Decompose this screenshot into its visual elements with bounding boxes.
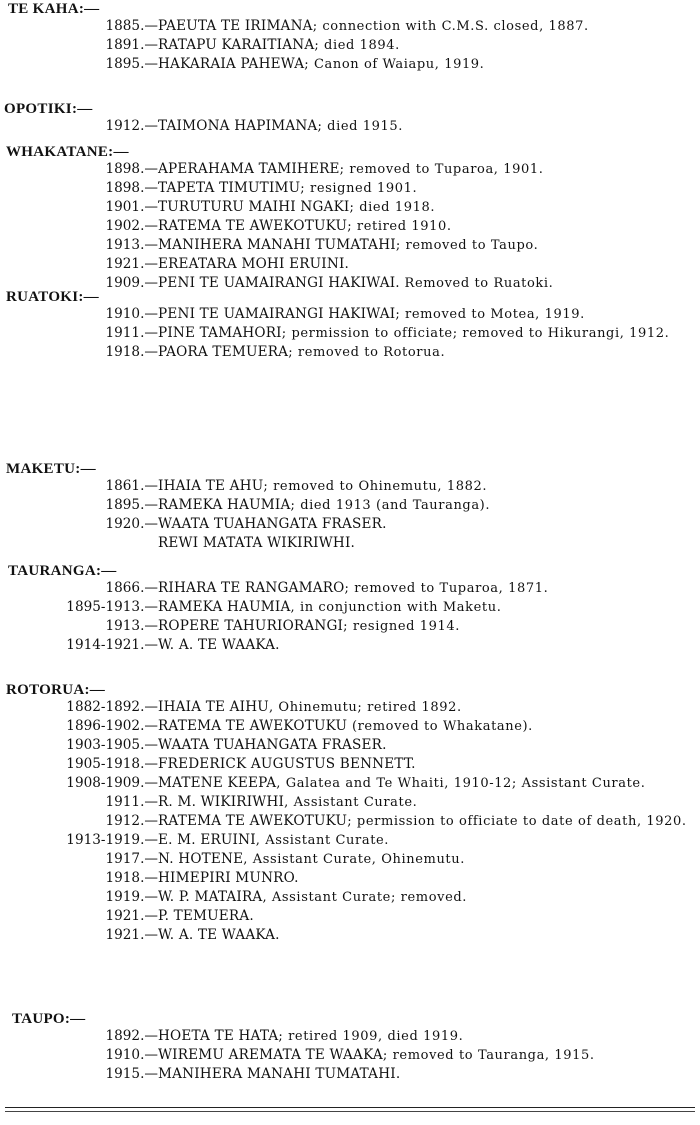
entry-name: TAIMONA HAPIMANA [158, 118, 318, 134]
parish-heading: TAUPO:— [12, 1011, 86, 1027]
entry-date: 1910.— [105, 306, 158, 322]
clergy-entry [0, 908, 700, 925]
entry-note: ; resigned 1914. [343, 619, 461, 634]
entry-note: , Assistant Curate, Ohinemutu. [243, 852, 465, 867]
entry-name: RATEMA TE AWEKOTUKU [158, 218, 348, 234]
entry-note: , Assistant Curate. [255, 833, 390, 848]
parish-section [0, 562, 700, 654]
entry-note: ; connection with C.M.S. closed, 1887. [312, 19, 589, 34]
clergy-entry [0, 599, 700, 616]
entry-date: 1895-1913.— [66, 599, 158, 615]
entry-name: RATAPU KARAITIANA [158, 37, 315, 53]
entry-date: 1914-1921.— [66, 637, 158, 653]
entry-name: PENI TE UAMAIRANGI HAKIWAI [158, 306, 396, 322]
entry-date: 1895.— [105, 497, 158, 513]
clergy-entry [0, 344, 700, 361]
parish-heading: RUATOKI:— [6, 289, 99, 305]
entry-name: W. A. TE WAAKA. [158, 637, 280, 653]
entry-note: , in conjunction with Maketu. [290, 600, 502, 615]
clergy-entry [0, 794, 700, 811]
entry-name: TAPETA TIMUTIMU [158, 180, 301, 196]
entry-name: FREDERICK AUGUSTUS BENNETT. [158, 756, 416, 772]
entry-note: ; removed to Tuparoa, 1901. [339, 162, 544, 177]
rule-line-top [5, 1107, 695, 1108]
entry-note: , Assistant Curate; removed. [262, 890, 468, 905]
entry-name: PAEUTA TE IRIMANA [158, 18, 313, 34]
entry-note: Removed to Ruatoki. [399, 276, 554, 291]
entry-name: MATENE KEEPA [158, 775, 277, 791]
entry-date: 1913.— [105, 618, 158, 634]
entry-note: ; removed to Tauranga, 1915. [382, 1048, 595, 1063]
clergy-entry [0, 699, 700, 716]
parish-heading: MAKETU:— [6, 461, 96, 477]
clergy-entry [0, 851, 700, 868]
rule-line-bottom [5, 1111, 695, 1112]
entry-note: ; died 1918. [349, 200, 436, 215]
entry-name: W. A. TE WAAKA. [158, 927, 280, 943]
clergy-entry [0, 580, 700, 597]
entry-date: 1901.— [105, 199, 158, 215]
entry-name: HOETA TE HATA [158, 1028, 279, 1044]
entry-name: RIHARA TE RANGAMARO [158, 580, 345, 596]
entry-name: HIMEPIRI MUNRO. [158, 870, 299, 886]
entry-name: MANIHERA MANAHI TUMATAHI [158, 237, 396, 253]
entry-date: 1898.— [105, 180, 158, 196]
entry-date: 1911.— [105, 794, 158, 810]
entry-date: 1895.— [105, 56, 158, 72]
entry-note: ; permission to officiate to date of death, 1920. [347, 814, 687, 829]
page-rule [5, 1107, 695, 1112]
entry-date: 1920.— [105, 516, 158, 532]
clergy-entry [0, 306, 700, 323]
parish-section [0, 681, 700, 944]
entry-date: 1912.— [105, 813, 158, 829]
entry-note: ; retired 1909, died 1919. [278, 1029, 464, 1044]
entry-date: 1910.— [105, 1047, 158, 1063]
entry-date: 1917.— [105, 851, 158, 867]
clergy-entry [0, 516, 700, 533]
clergy-entry [0, 535, 700, 552]
clergy-entry [0, 832, 700, 849]
entry-date: 1915.— [105, 1066, 158, 1082]
entry-date: 1866.— [105, 580, 158, 596]
entry-name: WIREMU AREMATA TE WAAKA [158, 1047, 383, 1063]
parish-section [0, 460, 700, 552]
parish-heading: ROTORUA:— [6, 682, 106, 698]
parish-section [0, 143, 700, 292]
entry-note: , Assistant Curate. [284, 795, 418, 810]
entry-note: , Galatea and Te Whaiti, 1910-12; Assistant Curate. [276, 776, 646, 791]
entry-note: ; died 1894. [314, 38, 400, 53]
entry-date: 1921.— [105, 927, 158, 943]
entry-name: RAMEKA HAUMIA [158, 497, 291, 513]
entry-name: HAKARAIA PAHEWA [158, 56, 305, 72]
entry-date: 1921.— [105, 256, 158, 272]
clergy-entry [0, 927, 700, 944]
clergy-entry [0, 870, 700, 887]
clergy-entry [0, 775, 700, 792]
clergy-entry [0, 813, 700, 830]
parish-heading: TAURANGA:— [8, 563, 117, 579]
entry-date: 1891.— [105, 37, 158, 53]
entry-name: PINE TAMAHORI [158, 325, 282, 341]
entry-note: ; removed to Rotorua. [288, 345, 446, 360]
entry-note: ; removed to Tuparoa, 1871. [344, 581, 549, 596]
clergy-entry [0, 37, 700, 54]
entry-date: 1903-1905.— [66, 737, 158, 753]
entry-note: ; removed to Taupo. [395, 238, 539, 253]
entry-date: 1918.— [105, 344, 158, 360]
entry-name: RATEMA TE AWEKOTUKU [158, 718, 348, 734]
clergy-entry [0, 1066, 700, 1083]
entry-note: ; resigned 1901. [300, 181, 418, 196]
entry-note: ; died 1913 (and Tauranga). [290, 498, 491, 513]
entry-note: ; removed to Motea, 1919. [395, 307, 585, 322]
entry-name: ROPERE TAHURIORANGI [158, 618, 344, 634]
entry-name: APERAHAMA TAMIHERE [158, 161, 340, 177]
entry-name: N. HOTENE [158, 851, 244, 867]
entry-date: 1909.— [105, 275, 158, 291]
entry-name: MANIHERA MANAHI TUMATAHI. [158, 1066, 401, 1082]
entry-name: E. M. ERUINI [158, 832, 256, 848]
entry-date: 1913.— [105, 237, 158, 253]
clergy-entry [0, 478, 700, 495]
entry-date: 1918.— [105, 870, 158, 886]
clergy-entry [0, 237, 700, 254]
entry-name: RATEMA TE AWEKOTUKU [158, 813, 348, 829]
entry-name: W. P. MATAIRA [158, 889, 263, 905]
entry-name: EREATARA MOHI ERUINI. [158, 256, 350, 272]
clergy-entry [0, 118, 700, 135]
entry-name: P. TEMUERA. [158, 908, 254, 924]
clergy-entry [0, 18, 700, 35]
clergy-entry [0, 218, 700, 235]
entry-date: 1912.— [105, 118, 158, 134]
entry-note: , Ohinemutu; retired 1892. [268, 700, 462, 715]
entry-date: 1913-1919.— [66, 832, 158, 848]
parish-heading: TE KAHA:— [8, 1, 100, 17]
entry-name: REWI MATATA WIKIRIWHI. [158, 535, 356, 551]
clergy-entry [0, 161, 700, 178]
clergy-entry [0, 497, 700, 514]
parish-section [0, 100, 700, 135]
clergy-entry [0, 180, 700, 197]
entry-name: IHAIA TE AHU [158, 478, 264, 494]
entry-date: 1911.— [105, 325, 158, 341]
clergy-entry [0, 618, 700, 635]
clergy-entry [0, 756, 700, 773]
entry-note: ; retired 1910. [347, 219, 452, 234]
clergy-entry [0, 325, 700, 342]
entry-date: 1896-1902.— [66, 718, 158, 734]
entry-note: (removed to Whakatane). [347, 719, 533, 734]
parish-section [0, 0, 700, 73]
clergy-entry [0, 199, 700, 216]
entry-date: 1861.— [105, 478, 158, 494]
entry-date: 1919.— [105, 889, 158, 905]
entry-date: 1885.— [105, 18, 158, 34]
parish-section [0, 1010, 700, 1083]
entry-note: ; Canon of Waiapu, 1919. [304, 57, 485, 72]
entry-name: IHAIA TE AIHU [158, 699, 269, 715]
entry-date: 1921.— [105, 908, 158, 924]
entry-date: 1882-1892.— [66, 699, 158, 715]
entry-name: WAATA TUAHANGATA FRASER. [158, 737, 387, 753]
entry-name: WAATA TUAHANGATA FRASER. [158, 516, 387, 532]
parish-heading: OPOTIKI:— [4, 101, 93, 117]
entry-date: 1892.— [105, 1028, 158, 1044]
entry-name: TURUTURU MAIHI NGAKI [158, 199, 350, 215]
entry-note: ; removed to Ohinemutu, 1882. [263, 479, 488, 494]
entry-name: PENI TE UAMAIRANGI HAKIWAI. [158, 275, 400, 291]
clergy-entry [0, 889, 700, 906]
entry-date: 1902.— [105, 218, 158, 234]
clergy-entry [0, 1028, 700, 1045]
entry-name: RAMEKA HAUMIA [158, 599, 291, 615]
clergy-entry [0, 737, 700, 754]
entry-date: 1898.— [105, 161, 158, 177]
entry-date: 1905-1918.— [66, 756, 158, 772]
entry-name: PAORA TEMUERA [158, 344, 289, 360]
clergy-entry [0, 1047, 700, 1064]
entry-note: ; permission to officiate; removed to Hikurangi, 1912. [281, 326, 670, 341]
entry-name: R. M. WIKIRIWHI [158, 794, 285, 810]
clergy-entry [0, 637, 700, 654]
parish-section [0, 288, 700, 361]
clergy-entry [0, 256, 700, 273]
entry-note: ; died 1915. [317, 119, 404, 134]
entry-date: 1908-1909.— [66, 775, 158, 791]
parish-heading: WHAKATANE:— [6, 144, 129, 160]
clergy-entry [0, 56, 700, 73]
clergy-entry [0, 718, 700, 735]
